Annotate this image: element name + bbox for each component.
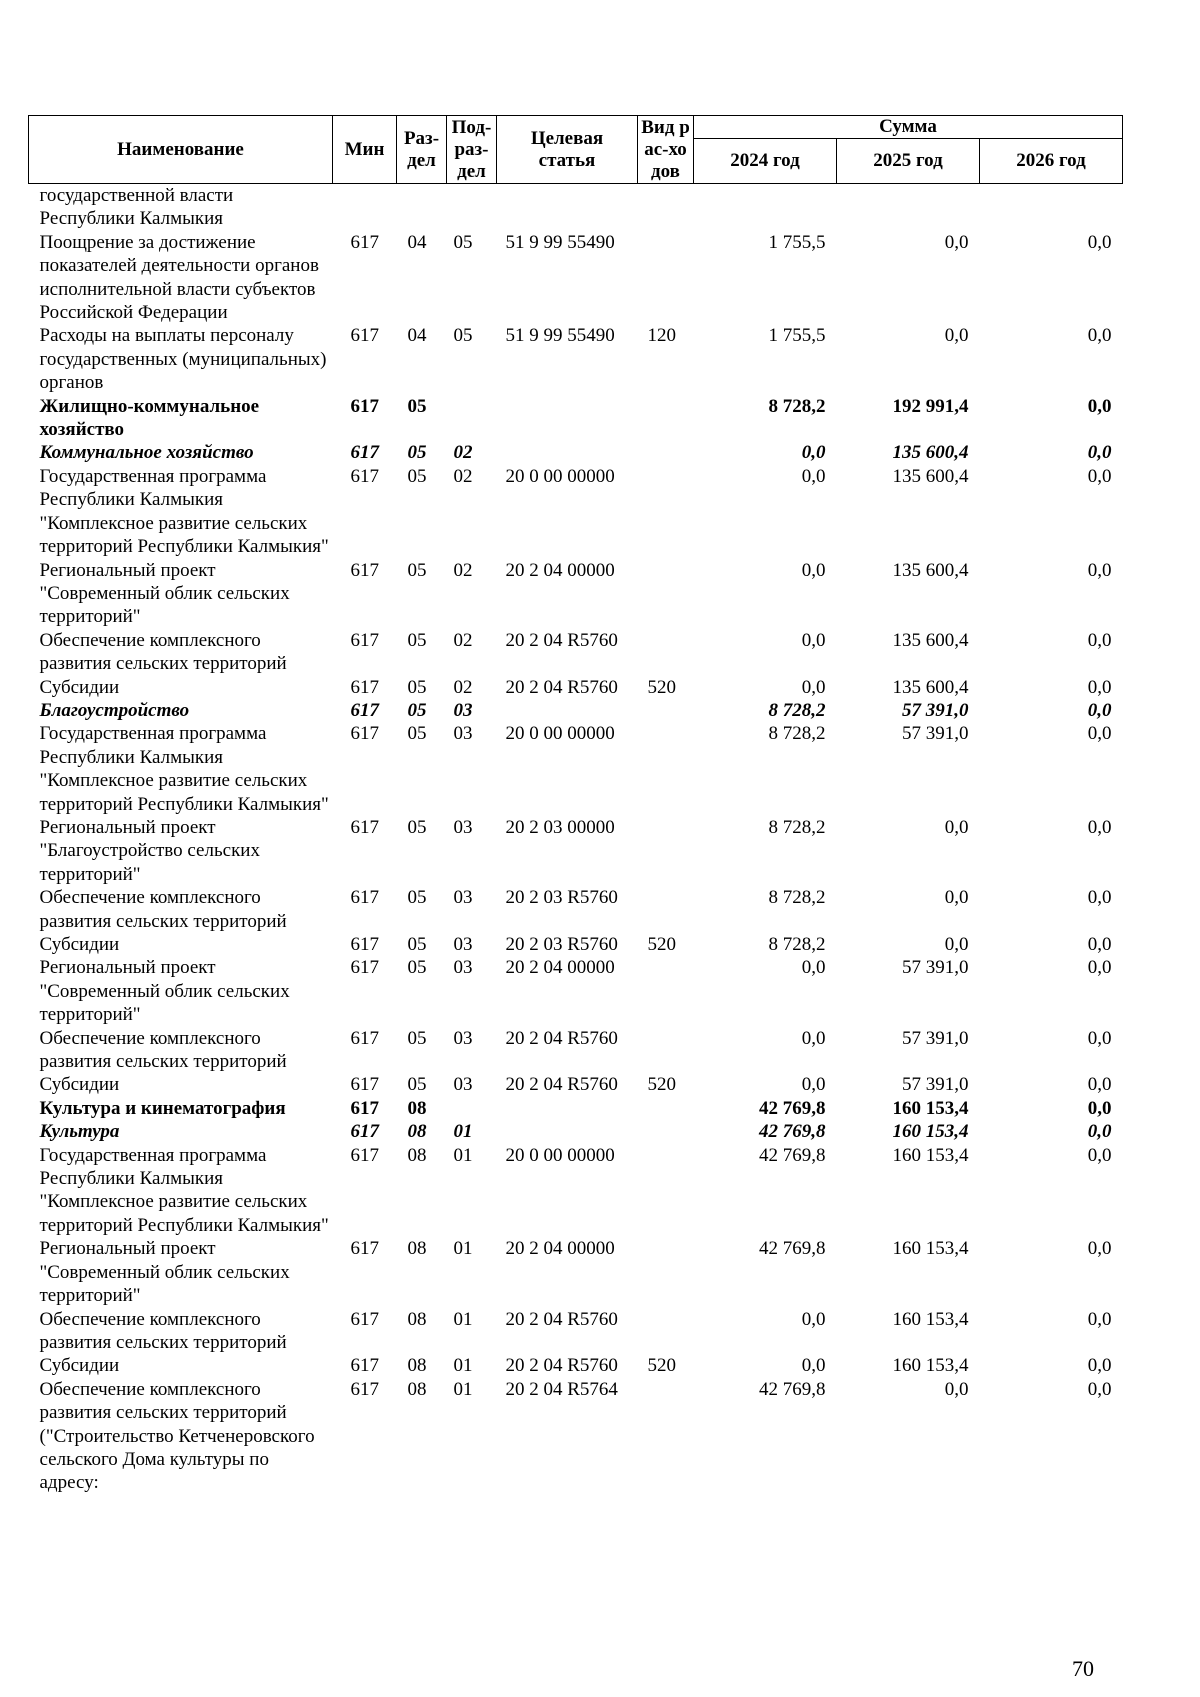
row-min: 617 [350,442,379,464]
row-name: Государственная программа Республики Калмыкия "Комплексное развитие сельских территорий Республики Калмыкия" [39,723,329,815]
table-row [29,231,1123,325]
row-vid-rashodov [638,816,694,886]
row-sum-2026: 0,0 [1087,325,1112,347]
row-name: Субсидии [39,1074,120,1096]
row-sum-2024: 8 728,2 [768,395,826,417]
row-sum-2024: 0,0 [801,1027,826,1049]
row-sum-2024 [694,184,837,231]
table-row [29,629,1123,676]
row-podrazdel: 02 [453,629,473,651]
row-sum-2024: 0,0 [801,629,826,651]
table-row [29,1097,1123,1120]
header-summa: Сумма [694,116,1123,139]
row-podrazdel: 01 [453,1378,473,1400]
row-celevaya-statya [497,1097,638,1120]
row-celevaya-statya: 51 9 99 55490 [505,231,615,253]
table-row [29,699,1123,722]
row-razdel: 08 [407,1121,427,1143]
row-podrazdel: 01 [453,1308,473,1330]
row-vid-rashodov [638,1097,694,1120]
row-celevaya-statya: 20 2 04 00000 [505,559,615,581]
header-razdel [397,116,447,184]
table-row [29,441,1123,464]
row-min: 617 [350,1097,379,1119]
row-razdel: 05 [407,559,427,581]
row-vid-rashodov: 520 [647,676,676,698]
table-row [29,933,1123,956]
row-sum-2026: 0,0 [1087,1238,1112,1260]
table-row [29,1073,1123,1096]
row-podrazdel: 03 [453,957,473,979]
row-sum-2025 [837,184,980,231]
row-sum-2025: 57 391,0 [902,1074,969,1096]
row-min: 617 [350,325,379,347]
row-min: 617 [350,887,379,909]
row-razdel: 05 [407,723,427,745]
row-name: Коммунальное хозяйство [39,442,254,464]
table-header [29,116,1123,184]
row-sum-2024: 0,0 [801,442,826,464]
row-sum-2025: 57 391,0 [902,699,969,721]
row-sum-2026: 0,0 [1087,1378,1112,1400]
row-name: Благоустройство [39,699,190,721]
row-sum-2026: 0,0 [1087,957,1112,979]
row-celevaya-statya: 20 0 00 00000 [505,723,615,745]
row-name: Обеспечение комплексного развития сельских территорий [39,887,287,932]
row-sum-2026: 0,0 [1087,816,1112,838]
row-vid-rashodov [638,1378,694,1495]
row-sum-2026: 0,0 [1087,1144,1112,1166]
row-sum-2025: 135 600,4 [892,676,969,698]
table-body [29,184,1123,1495]
row-min: 617 [350,1378,379,1400]
row-celevaya-statya: 51 9 99 55490 [505,325,615,347]
table-row [29,395,1123,442]
budget-table [28,115,1123,1495]
table-row [29,1354,1123,1377]
row-podrazdel: 02 [453,559,473,581]
row-celevaya-statya: 20 0 00 00000 [505,1144,615,1166]
row-sum-2024: 0,0 [801,1074,826,1096]
row-celevaya-statya: 20 2 04 R5760 [505,629,618,651]
row-name: Субсидии [39,1355,120,1377]
row-razdel: 05 [407,1027,427,1049]
header-celevaya-text: Целевая статья [530,127,604,171]
row-celevaya-statya [497,395,638,442]
row-vid-rashodov: 520 [647,934,676,955]
row-razdel: 08 [407,1097,427,1119]
row-min: 617 [350,934,379,955]
row-sum-2026: 0,0 [1087,1308,1112,1330]
row-name: Региональный проект "Благоустройство сельских территорий" [39,816,260,885]
row-celevaya-statya: 20 2 04 R5760 [505,1355,618,1377]
row-celevaya-statya: 20 2 04 00000 [505,957,615,979]
row-sum-2025: 160 153,4 [892,1121,969,1143]
row-min: 617 [350,1308,379,1330]
page-number: 70 [1072,1656,1094,1681]
row-razdel: 05 [407,1074,427,1096]
row-celevaya-statya: 20 2 04 R5760 [505,1027,618,1049]
row-sum-2026: 0,0 [1087,1097,1112,1119]
row-podrazdel: 03 [453,723,473,745]
row-sum-2025: 0,0 [944,934,969,955]
row-razdel: 04 [407,231,427,253]
row-podrazdel: 01 [453,1121,473,1143]
row-sum-2025: 57 391,0 [902,723,969,745]
row-name: Региональный проект "Современный облик сельских территорий" [39,559,290,628]
row-podrazdel: 03 [453,887,473,909]
row-sum-2026: 0,0 [1087,1121,1112,1143]
row-sum-2026: 0,0 [1087,1074,1112,1096]
row-razdel: 05 [407,887,427,909]
row-sum-2026: 0,0 [1087,465,1112,487]
table-row [29,956,1123,1026]
row-min: 617 [350,231,379,253]
row-name: Обеспечение комплексного развития сельских территорий [39,1027,287,1073]
row-name: Поощрение за достижение показателей деятельности органов исполнительной власти субъектов Российской Федерации [39,231,319,324]
row-min: 617 [350,699,379,721]
row-sum-2024: 0,0 [801,1308,826,1330]
row-sum-2026: 0,0 [1087,676,1112,698]
row-sum-2026: 0,0 [1087,231,1112,253]
row-celevaya-statya: 20 2 04 00000 [505,1238,615,1260]
row-vid-rashodov [638,231,694,325]
row-name: Региональный проект "Современный облик сельских территорий" [39,1238,290,1307]
header-celevaya [497,116,638,184]
row-name: Субсидии [39,934,120,955]
row-name: Расходы на выплаты персоналу государственных (муниципальных) органов [39,325,327,394]
row-razdel: 05 [407,629,427,651]
row-sum-2024: 8 728,2 [768,934,826,955]
row-min: 617 [350,676,379,698]
row-name: Обеспечение комплексного развития сельских территорий [39,629,287,675]
table-row [29,816,1123,886]
row-vid-rashodov [638,956,694,1026]
row-min: 617 [350,395,379,417]
row-razdel: 05 [407,934,427,955]
row-podrazdel: 01 [453,1238,473,1260]
row-razdel: 08 [407,1355,427,1377]
row-podrazdel: 05 [453,325,473,347]
row-sum-2024: 42 769,8 [759,1378,826,1400]
row-vid-rashodov [638,699,694,722]
row-sum-2025: 57 391,0 [902,1027,969,1049]
row-podrazdel: 02 [453,676,473,698]
row-podrazdel [447,184,497,231]
row-celevaya-statya [497,1120,638,1143]
row-celevaya-statya: 20 2 04 R5764 [505,1378,618,1400]
row-vid-rashodov [638,629,694,676]
row-vid-rashodov [638,559,694,629]
row-vid-rashodov [638,886,694,933]
row-celevaya-statya: 20 2 04 R5760 [505,1074,618,1096]
table-row [29,722,1123,816]
row-vid-rashodov: 520 [647,1074,676,1096]
table-row [29,324,1123,394]
table-row [29,886,1123,933]
row-podrazdel: 02 [453,442,473,464]
row-min: 617 [350,816,379,838]
row-podrazdel: 02 [453,465,473,487]
row-sum-2024: 0,0 [801,957,826,979]
row-podrazdel [447,1097,497,1120]
row-sum-2025: 160 153,4 [892,1355,969,1377]
table-row [29,1308,1123,1355]
row-sum-2026 [980,184,1123,231]
row-celevaya-statya: 20 2 03 00000 [505,816,615,838]
row-sum-2026: 0,0 [1087,1355,1112,1377]
row-podrazdel: 03 [453,1027,473,1049]
row-podrazdel: 05 [453,231,473,253]
table-row [29,1027,1123,1074]
row-sum-2024: 0,0 [801,559,826,581]
row-sum-2025: 135 600,4 [892,629,969,651]
row-min: 617 [350,1121,379,1143]
row-sum-2026: 0,0 [1087,723,1112,745]
row-celevaya-statya: 20 2 04 R5760 [505,1308,618,1330]
row-sum-2024: 8 728,2 [768,723,826,745]
table-row [29,184,1123,231]
row-sum-2025: 135 600,4 [892,465,969,487]
row-name: Культура и кинематография [39,1097,286,1119]
row-podrazdel: 03 [453,934,473,955]
row-sum-2024: 1 755,5 [768,231,826,253]
row-min: 617 [350,559,379,581]
row-min: 617 [350,1144,379,1166]
row-vid-rashodov [638,184,694,231]
row-name: Субсидии [39,676,120,698]
row-razdel: 05 [407,699,427,721]
row-sum-2026: 0,0 [1087,559,1112,581]
row-name: Обеспечение комплексного развития сельских территорий [39,1308,287,1353]
row-podrazdel [447,395,497,442]
row-vid-rashodov [638,441,694,464]
row-celevaya-statya [497,184,638,231]
row-vid-rashodov [638,465,694,559]
row-sum-2025: 0,0 [944,231,969,253]
row-razdel [397,184,447,231]
row-name: Государственная программа Республики Калмыкия "Комплексное развитие сельских территорий Республики Калмыкия" [39,1144,329,1236]
row-razdel: 05 [407,442,427,464]
row-sum-2025: 135 600,4 [892,442,969,464]
row-sum-2025: 0,0 [944,816,969,838]
table-row [29,676,1123,699]
row-min [333,184,397,231]
row-vid-rashodov [638,1237,694,1307]
row-name: Жилищно-коммунальное хозяйство [39,395,260,441]
row-sum-2024: 1 755,5 [768,325,826,347]
row-celevaya-statya: 20 2 03 R5760 [505,887,618,909]
row-sum-2025: 0,0 [944,325,969,347]
header-podrazdel-text: Под-раз-дел [451,116,492,182]
row-sum-2025: 160 153,4 [892,1097,969,1119]
row-min: 617 [350,1355,379,1377]
row-sum-2025: 0,0 [944,1378,969,1400]
row-sum-2025: 0,0 [944,887,969,909]
row-sum-2026: 0,0 [1087,699,1112,721]
header-vid-text: Вид рас-ходов [641,116,690,182]
row-vid-rashodov: 120 [647,325,676,347]
table-row [29,1378,1123,1495]
table-row [29,1144,1123,1238]
row-vid-rashodov [638,1308,694,1355]
row-min: 617 [350,629,379,651]
row-vid-rashodov [638,1027,694,1074]
row-name: Региональный проект "Современный облик сельских территорий" [39,957,290,1026]
row-min: 617 [350,957,379,979]
row-name: Культура [39,1121,120,1143]
row-min: 617 [350,1027,379,1049]
table-row [29,1237,1123,1307]
row-sum-2026: 0,0 [1087,629,1112,651]
header-year-2025: 2025 год [837,139,980,184]
row-razdel: 08 [407,1308,427,1330]
row-vid-rashodov [638,1144,694,1238]
row-sum-2025: 135 600,4 [892,559,969,581]
row-celevaya-statya: 20 2 04 R5760 [505,676,618,698]
row-sum-2024: 0,0 [801,676,826,698]
header-year-2026: 2026 год [980,139,1123,184]
row-razdel: 08 [407,1144,427,1166]
row-min: 617 [350,723,379,745]
header-year-2024: 2024 год [694,139,837,184]
row-sum-2024: 42 769,8 [759,1121,826,1143]
row-sum-2024: 0,0 [801,1355,826,1377]
row-celevaya-statya: 20 0 00 00000 [505,465,615,487]
header-vid [638,116,694,184]
row-razdel: 08 [407,1238,427,1260]
row-sum-2026: 0,0 [1087,887,1112,909]
row-min: 617 [350,1074,379,1096]
row-sum-2024: 0,0 [801,465,826,487]
row-razdel: 05 [407,395,427,417]
row-celevaya-statya [497,699,638,722]
row-vid-rashodov [638,1120,694,1143]
row-sum-2024: 42 769,8 [759,1238,826,1260]
row-celevaya-statya [497,441,638,464]
row-razdel: 05 [407,676,427,698]
row-podrazdel: 03 [453,699,473,721]
row-name: государственной власти Республики Калмыкия [39,185,234,230]
row-vid-rashodov [638,722,694,816]
table-row [29,1120,1123,1143]
row-podrazdel: 01 [453,1144,473,1166]
row-razdel: 08 [407,1378,427,1400]
row-sum-2024: 8 728,2 [768,887,826,909]
row-sum-2024: 42 769,8 [759,1144,826,1166]
row-name: Обеспечение комплексного развития сельских территорий ("Строительство Кетченеровского сельского Дома культуры по адресу: [39,1378,315,1494]
table-row [29,465,1123,559]
row-sum-2024: 8 728,2 [768,816,826,838]
row-podrazdel: 03 [453,816,473,838]
row-vid-rashodov [638,395,694,442]
row-razdel: 04 [407,325,427,347]
row-sum-2025: 192 991,4 [892,395,969,417]
row-celevaya-statya: 20 2 03 R5760 [505,934,618,955]
row-razdel: 05 [407,816,427,838]
row-sum-2025: 160 153,4 [892,1144,969,1166]
row-sum-2025: 160 153,4 [892,1308,969,1330]
row-sum-2026: 0,0 [1087,395,1112,417]
row-sum-2025: 160 153,4 [892,1238,969,1260]
row-sum-2024: 8 728,2 [768,699,826,721]
row-min: 617 [350,465,379,487]
row-podrazdel: 03 [453,1074,473,1096]
table-row [29,559,1123,629]
row-name: Государственная программа Республики Калмыкия "Комплексное развитие сельских территорий Республики Калмыкия" [39,465,329,558]
row-razdel: 05 [407,957,427,979]
header-name: Наименование [29,116,333,184]
header-min: Мин [333,116,397,184]
header-podrazdel [447,116,497,184]
row-vid-rashodov: 520 [647,1355,676,1377]
row-sum-2026: 0,0 [1087,934,1112,955]
row-razdel: 05 [407,465,427,487]
row-sum-2025: 57 391,0 [902,957,969,979]
header-razdel-text: Раз-дел [403,127,440,171]
row-sum-2024: 42 769,8 [759,1097,826,1119]
row-sum-2026: 0,0 [1087,442,1112,464]
row-sum-2026: 0,0 [1087,1027,1112,1049]
row-min: 617 [350,1238,379,1260]
row-podrazdel: 01 [453,1355,473,1377]
